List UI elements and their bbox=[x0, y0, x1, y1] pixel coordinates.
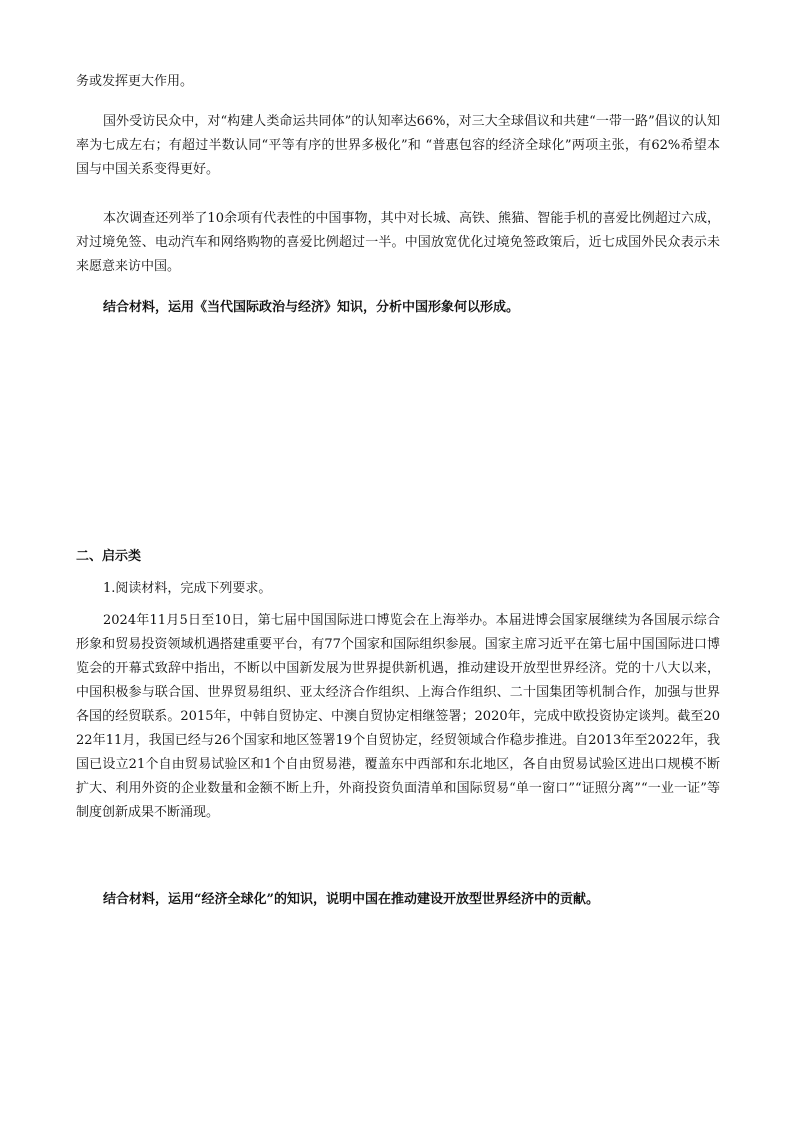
document-page bbox=[76, 0, 720, 1123]
question-1: 结合材料，运用《当代国际政治与经济》知识，分析中国形象何以形成。 bbox=[103, 300, 520, 315]
continuation-text: 务或发挥更大作用。 bbox=[76, 74, 194, 89]
question-2: 结合材料，运用“经济全球化”的知识，说明中国在推动建设开放型世界经济中的贡献。 bbox=[103, 892, 599, 907]
item-intro: 1.阅读材料，完成下列要求。 bbox=[103, 581, 272, 596]
survey-paragraph-1: 国外受访民众中，对“构建人类命运共同体”的认知率达66%，对三大全球倡议和共建“一带一路”倡议的认知率为七成左右；有超过半数认同“平等有序的世界多极化”和 “普惠包容的经济全球化”两项主张，有62%希望本国与中国关系变得更好。 bbox=[76, 114, 720, 177]
section-heading: 二、启示类 bbox=[76, 549, 142, 564]
material-paragraph: 2024年11月5日至10日，第七届中国国际进口博览会在上海举办。本届进博会国家展继续为各国展示综合形象和贸易投资领域机遇搭建重要平台，有77个国家和国际组织参展。国家主席习近平在第七届中国国际进口博览会的开幕式致辞中指出，不断以中国新发展为世界提供新机遇，推动建设开放型世界经济。党的十八大以来，中国积极参与联合国、世界贸易组织、亚太经济合作组织、上海合作组织、二十国集团等机制合作，加强与世界各国的经贸联系。2015年，中韩自贸协定、中澳自贸协定相继签署；2020年，完成中欧投资协定谈判。截至2022年11月，我国已经与26个国家和地区签署19个自贸协定，经贸领域合作稳步推进。自2013年至2022年，我国已设立21个自由贸易试验区和1个自由贸易港，覆盖东中西部和东北地区，各自由贸易试验区进出口规模不断扩大、利用外资的企业数量和金额不断上升，外商投资负面清单和国际贸易“单一窗口”“证照分离”“一业一证”等制度创新成果不断涌现。 bbox=[76, 613, 720, 820]
survey-paragraph-2: 本次调查还列举了10余项有代表性的中国事物，其中对长城、高铁、熊猫、智能手机的喜爱比例超过六成，对过境免签、电动汽车和网络购物的喜爱比例超过一半。中国放宽优化过境免签政策后，近七成国外民众表示未来愿意来访中国。 bbox=[76, 211, 720, 274]
